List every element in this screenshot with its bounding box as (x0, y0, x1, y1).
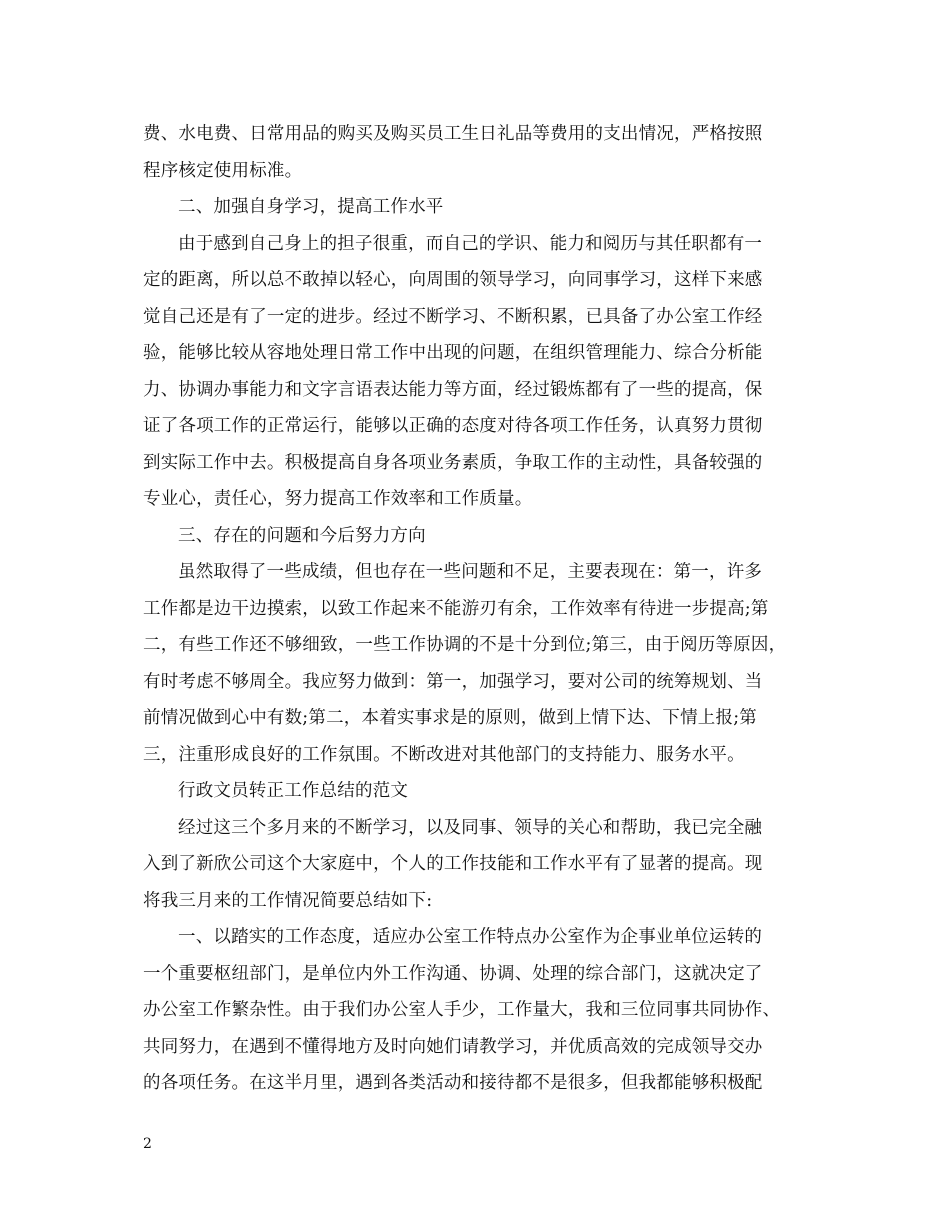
text-line: 二、加强自身学习，提高工作水平 (178, 197, 444, 217)
text-line: 虽然取得了一些成绩，但也存在一些问题和不足，主要表现在：第一，许多 (178, 562, 763, 582)
text-line: 由于感到自己身上的担子很重，而自己的学识、能力和阅历与其任职都有一 (178, 233, 763, 254)
text-line: 一、以踏实的工作态度，适应办公室工作特点办公室作为企事业单位运转的 (178, 927, 763, 947)
text-line: 程序核定使用标准。 (143, 160, 303, 181)
text-line: 经过这三个多月来的不断学习，以及同事、领导的关心和帮助，我已完全融 (178, 817, 763, 838)
document-body (143, 116, 813, 1102)
text-line: 专业心，责任心，努力提高工作效率和工作质量。 (143, 489, 533, 509)
text-line: 入到了新欣公司这个大家庭中，个人的工作技能和工作水平有了显著的提高。现 (143, 854, 763, 874)
text-line: 费、水电费、日常用品的购买及购买员工生日礼品等费用的支出情况，严格按照 (143, 124, 763, 144)
text-line: 定的距离，所以总不敢掉以轻心，向周围的领导学习，向同事学习，这样下来感 (143, 270, 763, 290)
text-line: 将我三月来的工作情况简要总结如下: (143, 890, 433, 911)
text-line: 前情况做到心中有数;第二，本着实事求是的原则，做到上情下达、下情上报;第 (143, 708, 757, 728)
page-number: 2 (143, 1136, 152, 1152)
text-line: 的各项任务。在这半月里，遇到各类活动和接待都不是很多，但我都能够积极配 (143, 1073, 763, 1093)
text-line: 觉自己还是有了一定的进步。经过不断学习、不断积累，已具备了办公室工作经 (143, 306, 763, 327)
text-line: 三，注重形成良好的工作氛围。不断改进对其他部门的支持能力、服务水平。 (143, 744, 745, 765)
text-line: 二，有些工作还不够细致，一些工作协调的不是十分到位;第三，由于阅历等原因， (143, 635, 787, 655)
text-line: 共同努力，在遇到不懂得地方及时向她们请教学习，并优质高效的完成领导交办 (143, 1036, 763, 1057)
text-line: 到实际工作中去。积极提高自身各项业务素质，争取工作的主动性，具备较强的 (143, 452, 763, 473)
text-line: 验，能够比较从容地处理日常工作中出现的问题，在组织管理能力、综合分析能 (143, 343, 763, 363)
text-line: 工作都是边干边摸索，以致工作起来不能游刃有余，工作效率有待进一步提高;第 (143, 598, 769, 619)
text-line: 行政文员转正工作总结的范文 (178, 781, 409, 801)
text-line: 一个重要枢纽部门，是单位内外工作沟通、协调、处理的综合部门，这就决定了 (143, 963, 763, 984)
text-line: 有时考虑不够周全。我应努力做到：第一，加强学习，要对公司的统筹规划、当 (143, 671, 763, 692)
text-line: 力、协调办事能力和文字言语表达能力等方面，经过锻炼都有了一些的提高，保 (143, 379, 763, 400)
text-line: 三、存在的问题和今后努力方向 (178, 525, 426, 546)
text-line: 证了各项工作的正常运行，能够以正确的态度对待各项工作任务，认真努力贯彻 (143, 416, 763, 436)
text-line: 办公室工作繁杂性。由于我们办公室人手少，工作量大，我和三位同事共同协作、 (143, 1000, 781, 1020)
